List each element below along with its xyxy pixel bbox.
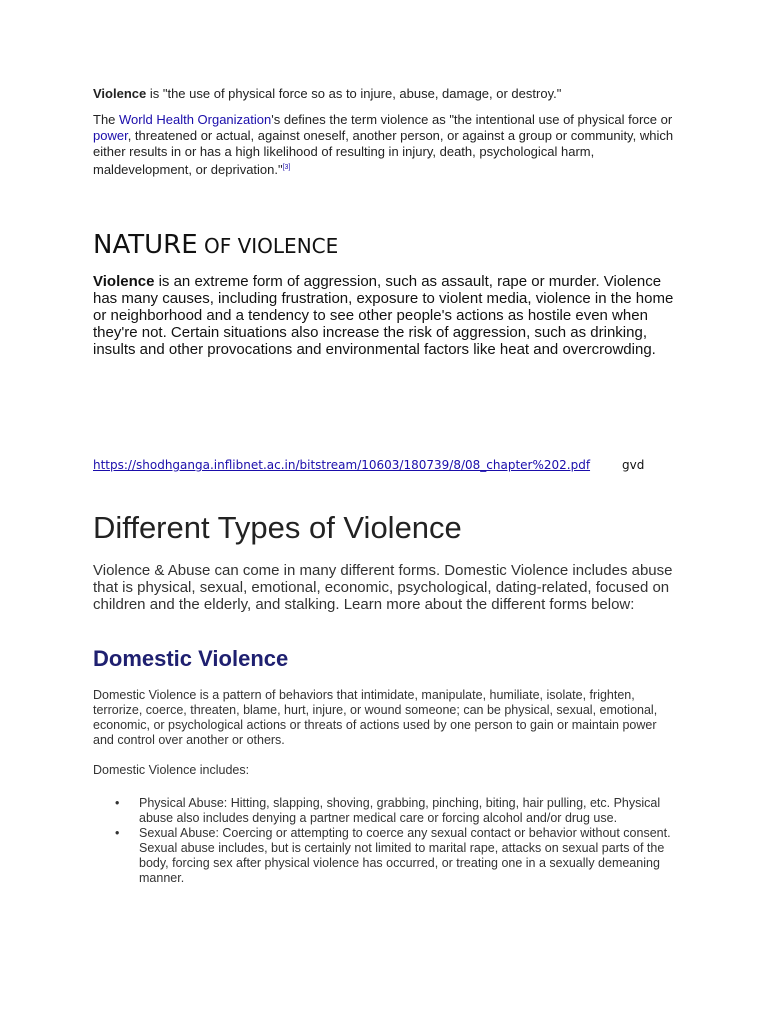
domestic-heading: Domestic Violence (93, 646, 289, 671)
domestic-list (93, 796, 673, 886)
violence-definition-text: is "the use of physical force so as to injure, abuse, damage, or destroy." (146, 86, 562, 101)
list-item (93, 796, 673, 826)
who-rest: , threatened or actual, against oneself, another person, or against a group or community, which either results in or has a high likelihood of resulting in injury, death, psychological harm, maldevelopment, or deprivation." (93, 128, 674, 177)
reference-link[interactable]: [3] (282, 164, 291, 171)
bullet-icon: • (115, 826, 120, 840)
nature-paragraph (93, 273, 678, 358)
list-item-text: Physical Abuse: Hitting, slapping, shoving, grabbing, pinching, biting, hair pulling, etc. Physical abuse also includes denying a partner medical care or forcing alcohol and/or drug use. (139, 796, 661, 825)
bullet-icon: • (115, 796, 120, 810)
types-intro: Violence & Abuse can come in many different forms. Domestic Violence includes abuse that is physical, sexual, emotional, economic, psychological, dating-related, focused on children and the elderly, and stalking. Learn more about the different forms below: (93, 562, 673, 613)
who-mid: 's defines the term violence as "the intentional use of physical force or (271, 112, 673, 127)
nature-heading-main: NATURE (93, 230, 198, 260)
source-note: gvd (622, 458, 645, 472)
types-heading: Different Types of Violence (93, 510, 462, 545)
domestic-includes-label: Domestic Violence includes: (93, 763, 250, 777)
who-link[interactable]: World Health Organization (119, 112, 272, 127)
source-url-link[interactable]: https://shodhganga.inflibnet.ac.in/bitstream/10603/180739/8/08_chapter%202.pdf (93, 458, 591, 472)
violence-definition (93, 86, 678, 102)
nature-heading (93, 229, 678, 262)
list-item-text: Sexual Abuse: Coercing or attempting to coerce any sexual contact or behavior without consent. Sexual abuse includes, but is certainly not limited to marital rape, attacks on sexual parts of the body, forcing sex after physical violence has occurred, or treating one in a sexually demeaning manner. (139, 826, 671, 885)
violence-term: Violence (93, 86, 147, 101)
nature-heading-rest: OF VIOLENCE (197, 234, 339, 258)
domestic-definition: Domestic Violence is a pattern of behaviors that intimidate, manipulate, humiliate, isolate, frighten, terrorize, coerce, threaten, blame, hurt, injure, or wound someone; can be physical, sexual, emotional, economic, or psychological actions or threats of actions used by one person to gain or maintain power and control over another or others. (93, 688, 658, 747)
power-link[interactable]: power (93, 128, 128, 143)
source-row (93, 457, 693, 473)
nature-term: Violence (93, 273, 155, 290)
list-item (93, 826, 673, 886)
who-definition (93, 112, 678, 178)
nature-body: is an extreme form of aggression, such as assault, rape or murder. Violence has many causes, including frustration, exposure to violent media, violence in the home or neighborhood and a tendency to see other people's actions as hostile even when they're not. Certain situations also increase the risk of aggression, such as drinking, insults and other provocations and environmental factors like heat and overcrowding. (93, 273, 674, 358)
who-pre: The (93, 112, 120, 127)
